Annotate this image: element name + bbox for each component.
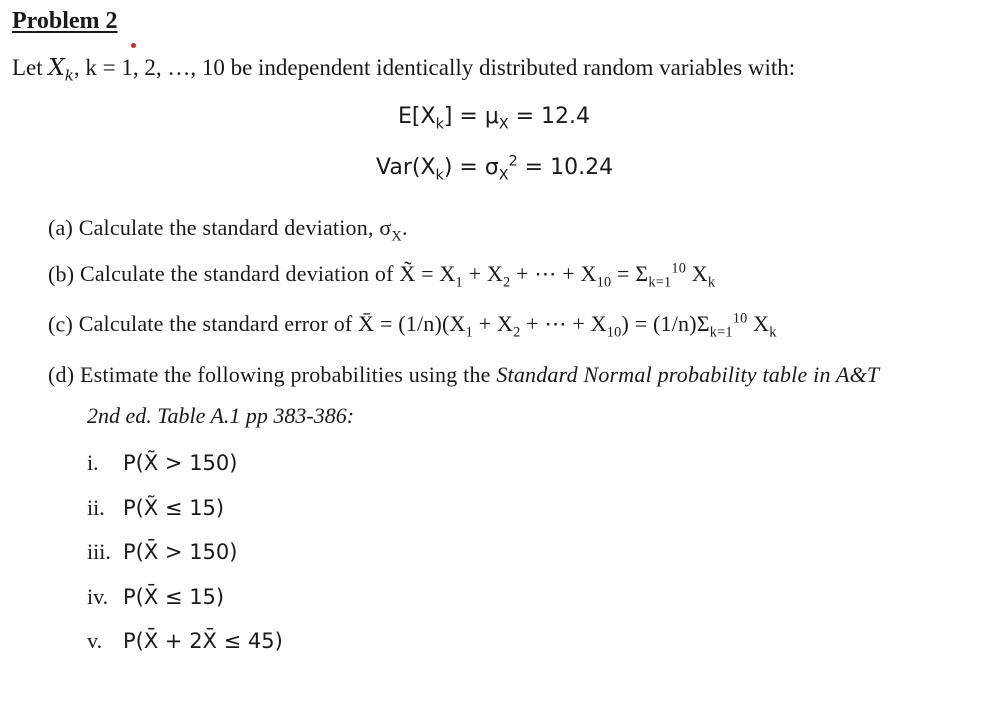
- part-d: [48, 362, 879, 388]
- subpart-ii: [87, 495, 224, 521]
- subpart-iv: [87, 584, 224, 610]
- intro-variable: $X_k$: [48, 55, 74, 85]
- intro-prefix: Let: [12, 55, 49, 80]
- part-d-text-line2: 2nd ed. Table A.1 pp 383-386:: [87, 403, 355, 428]
- part-c-text: Calculate the standard error of X̄ = $(1/n)(X_1 + X_2$ + ⋯ + $X_{10}) = (1/n)\Sigma_{k=1}^{10}$ $X_k$: [78, 311, 777, 341]
- subpart-label: ii.: [87, 495, 105, 520]
- part-a-label: (a): [48, 215, 79, 240]
- part-b: [48, 261, 715, 292]
- subpart-expression: P(X̃ ≤ 15): [123, 496, 225, 520]
- subpart-label: iii.: [87, 539, 111, 564]
- part-d-table-reference: Standard Normal probability table in A&T: [496, 362, 880, 387]
- intro-rest: , k = 1, 2, …, 10 be independent identically distributed random variables with:: [73, 55, 796, 80]
- part-b-text: Calculate the standard deviation of X̃ = $X_1 + X_2$ + ⋯ + $X_{10} = \Sigma_{k=1}^{10}$ $X_k$: [79, 261, 716, 291]
- subpart-i: [87, 450, 237, 476]
- subpart-expression: P(X̄ + 2X̄ ≤ 45): [123, 629, 283, 653]
- subpart-expression: P(X̄ ≤ 15): [123, 585, 225, 609]
- subpart-expression: P(X̃ > 150): [123, 451, 238, 475]
- part-b-label: (b): [48, 261, 80, 287]
- part-d-label: (d): [48, 362, 75, 387]
- part-d-text: Estimate the following probabilities using the: [79, 362, 497, 387]
- part-a-text: Calculate the standard deviation, $\sigma_X$.: [78, 215, 408, 245]
- subpart-label: i.: [87, 450, 99, 475]
- mean-equation-text: $E[X_k] = \mu_X = 12.4$: [398, 104, 591, 133]
- subpart-iii: [87, 539, 237, 565]
- subpart-label: iv.: [87, 584, 109, 609]
- intro-text: [12, 55, 795, 85]
- part-a: [48, 215, 408, 245]
- variance-equation: [376, 154, 613, 184]
- mean-equation: [398, 104, 590, 132]
- subpart-label: v.: [87, 628, 103, 653]
- variance-equation-text: $Var(X_k) = \sigma_X^2 = 10.24$: [376, 154, 614, 184]
- part-c: [48, 311, 777, 342]
- red-dot-marker: [131, 43, 136, 48]
- subpart-v: [87, 628, 283, 654]
- part-c-label: (c): [48, 311, 79, 337]
- subpart-expression: P(X̄ > 150): [123, 540, 238, 564]
- problem-title: Problem 2: [12, 8, 118, 34]
